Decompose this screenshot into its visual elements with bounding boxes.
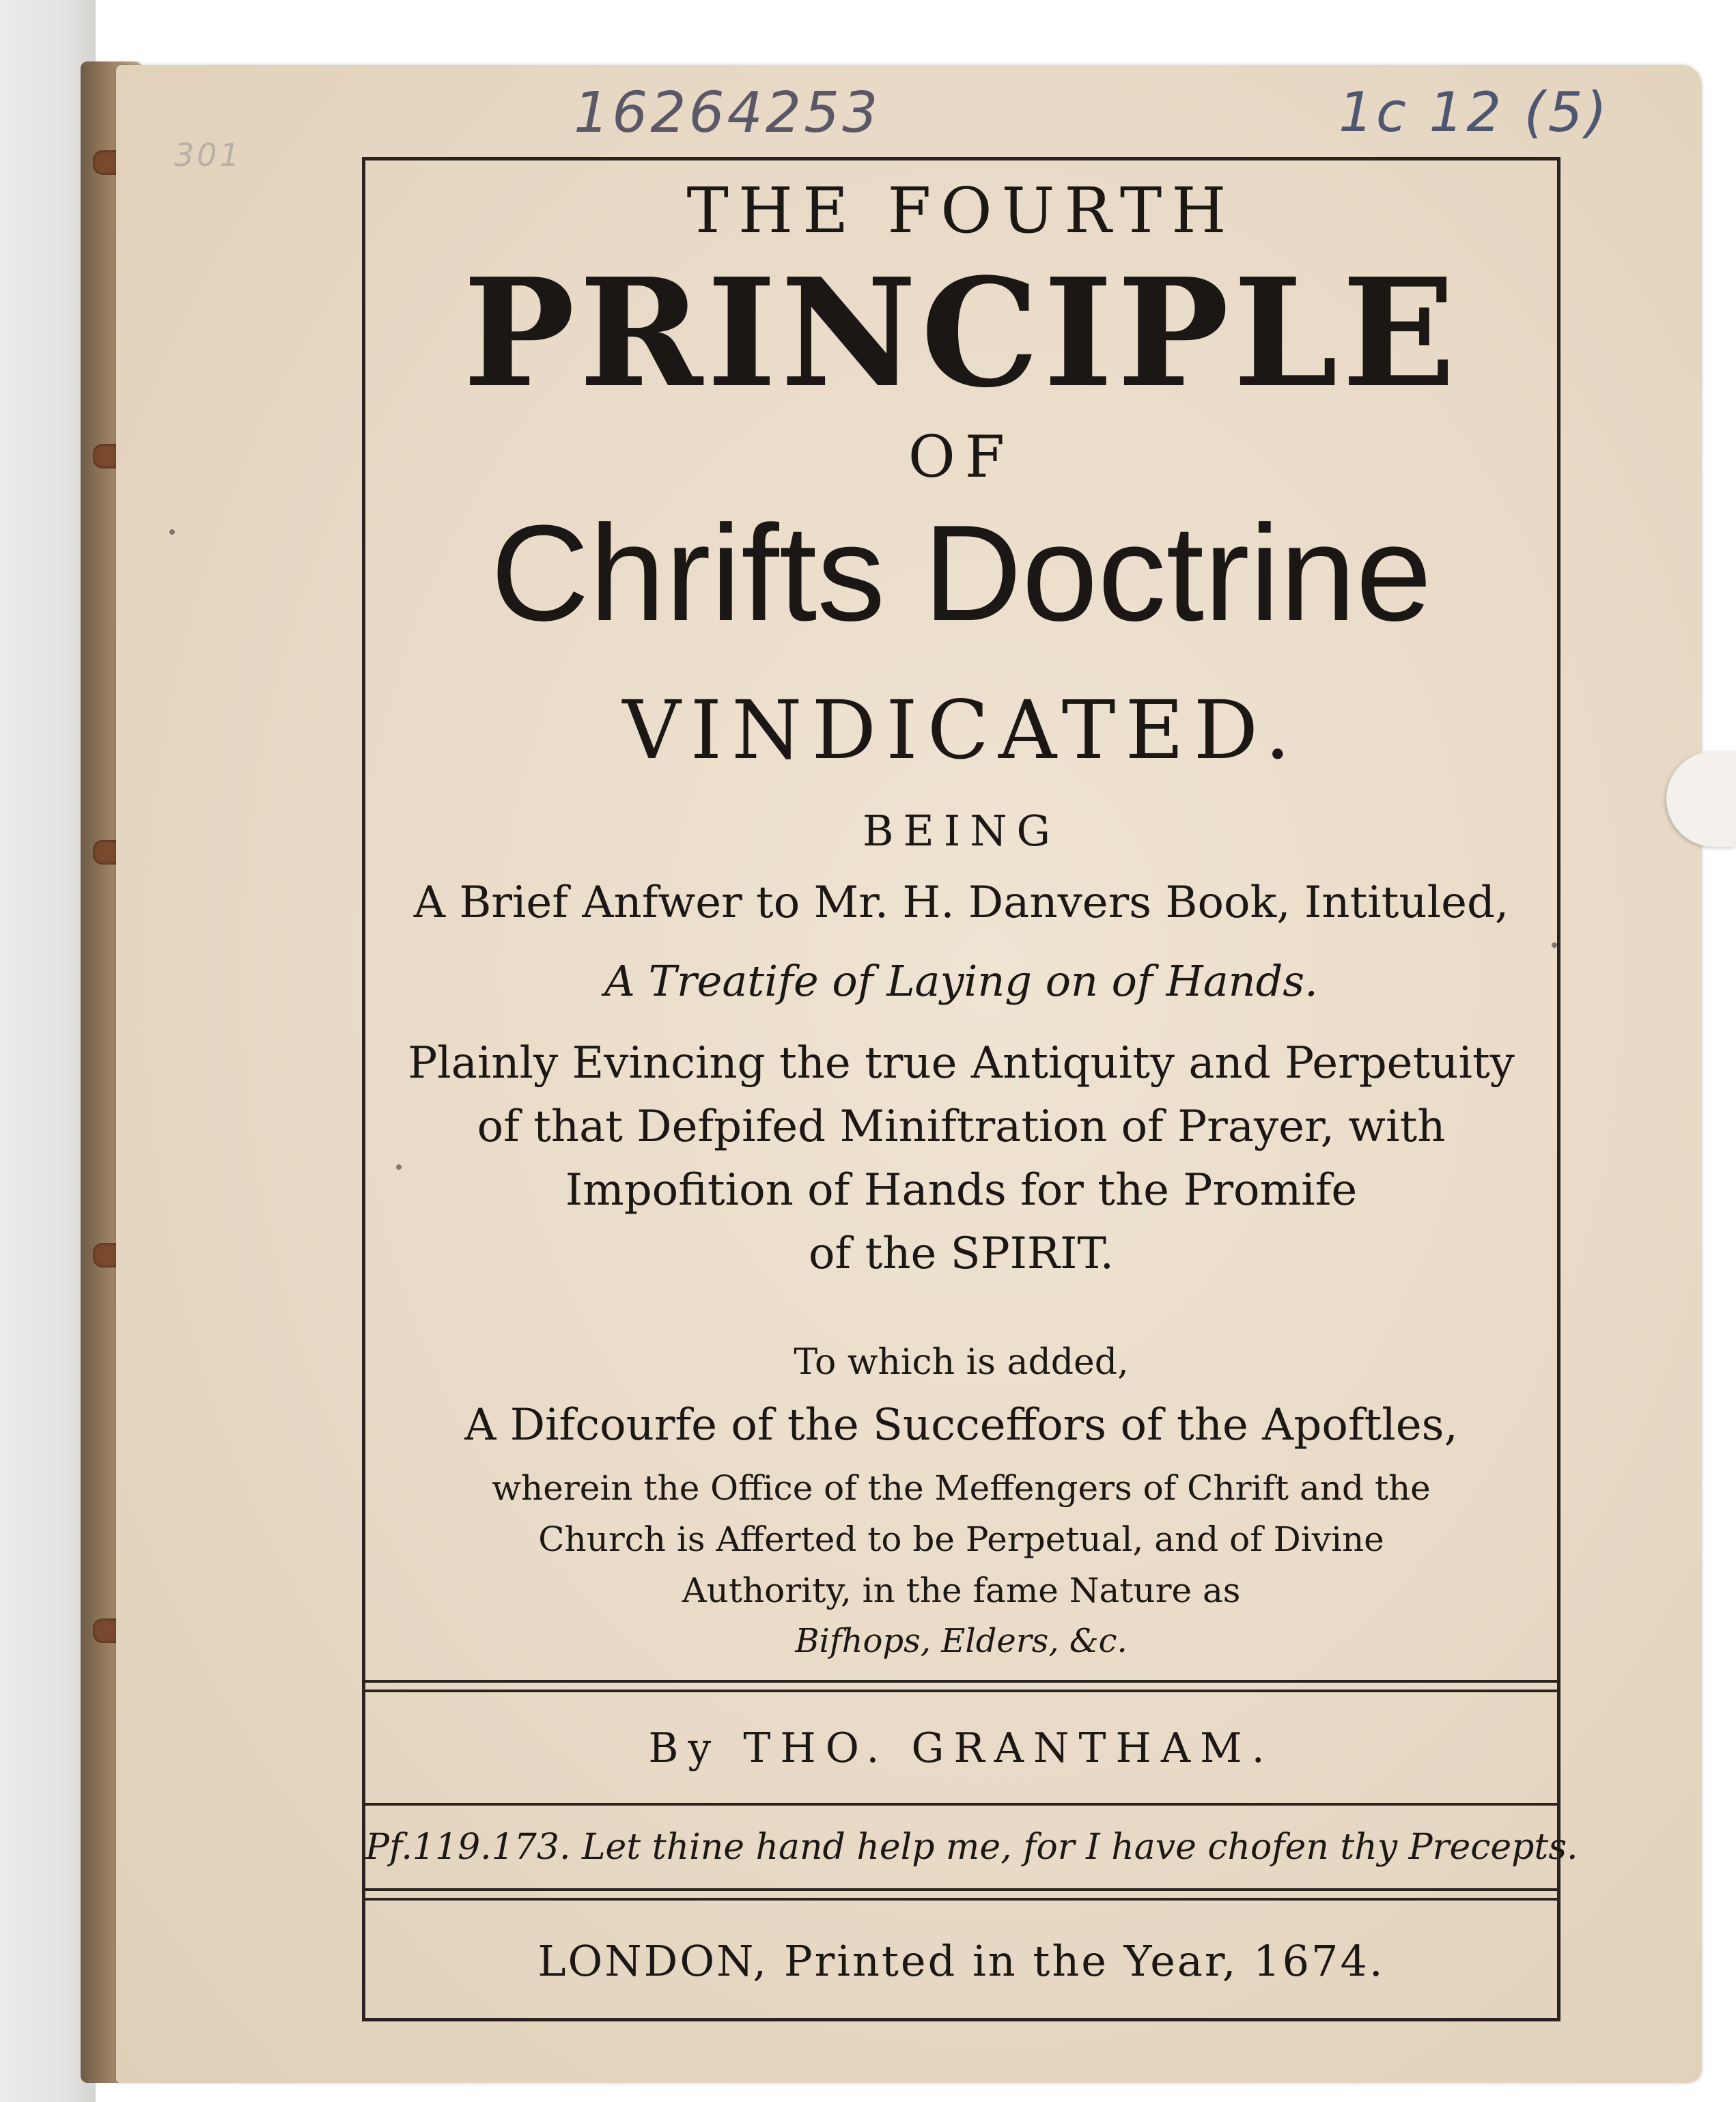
scripture-citation: Pf.119.173. Let thine hand help me, for I have chofen thy Precepts. [365,1827,1578,1868]
paper-speck [1552,942,1557,948]
evincing-line-2: of that Defpifed Miniftration of Prayer, with [477,1102,1446,1152]
shelfmark-number: 16264253 [574,81,881,145]
evincing-line-1: Plainly Evincing the true Antiquity and Perpetuity [408,1038,1515,1089]
evincing-line-4: of the SPIRIT. [809,1229,1114,1279]
being-label: BEING [862,806,1061,856]
title-line-vindicated: VINDICATED. [622,683,1300,777]
treatise-title: A Treatife of Laying on of Hands. [604,956,1318,1006]
discourse-line-1: A Difcourfe of the Succeffors of the Apoftles, [464,1400,1458,1451]
paper-speck [396,1164,402,1170]
discourse-line-3: Church is Afferted to be Perpetual, and of Divine [538,1519,1384,1559]
pencil-mark: 301 [174,137,242,173]
discourse-line-5: Bifhops, Elders, &c. [795,1622,1128,1660]
answer-line: A Brief Anfwer to Mr. H. Danvers Book, Intituled, [413,878,1509,928]
evincing-line-3: Impofition of Hands for the Promife [565,1165,1358,1216]
discourse-line-4: Authority, in the fame Nature as [682,1571,1241,1610]
title-frame [362,157,1578,2021]
rule-above-scripture [365,1803,1557,1806]
rule-above-imprint [365,1888,1557,1901]
title-line-the-fourth: THE FOURTH [686,174,1236,247]
shelfmark-code: 1c 12 (5) [1339,81,1610,144]
rule-above-author [365,1680,1557,1692]
author-line: By THO. GRANTHAM. [648,1724,1274,1772]
discourse-line-2: wherein the Office of the Meffengers of Chrift and the [492,1468,1431,1508]
title-line-of: OF [908,423,1015,490]
title-line-christs-doctrine: Chrifts Doctrine [490,497,1432,649]
paper-speck [169,529,175,535]
title-line-principle: PRINCIPLE [462,246,1460,421]
added-intro: To which is added, [794,1342,1129,1383]
imprint-line: LONDON, Printed in the Year, 1674. [537,1936,1385,1986]
